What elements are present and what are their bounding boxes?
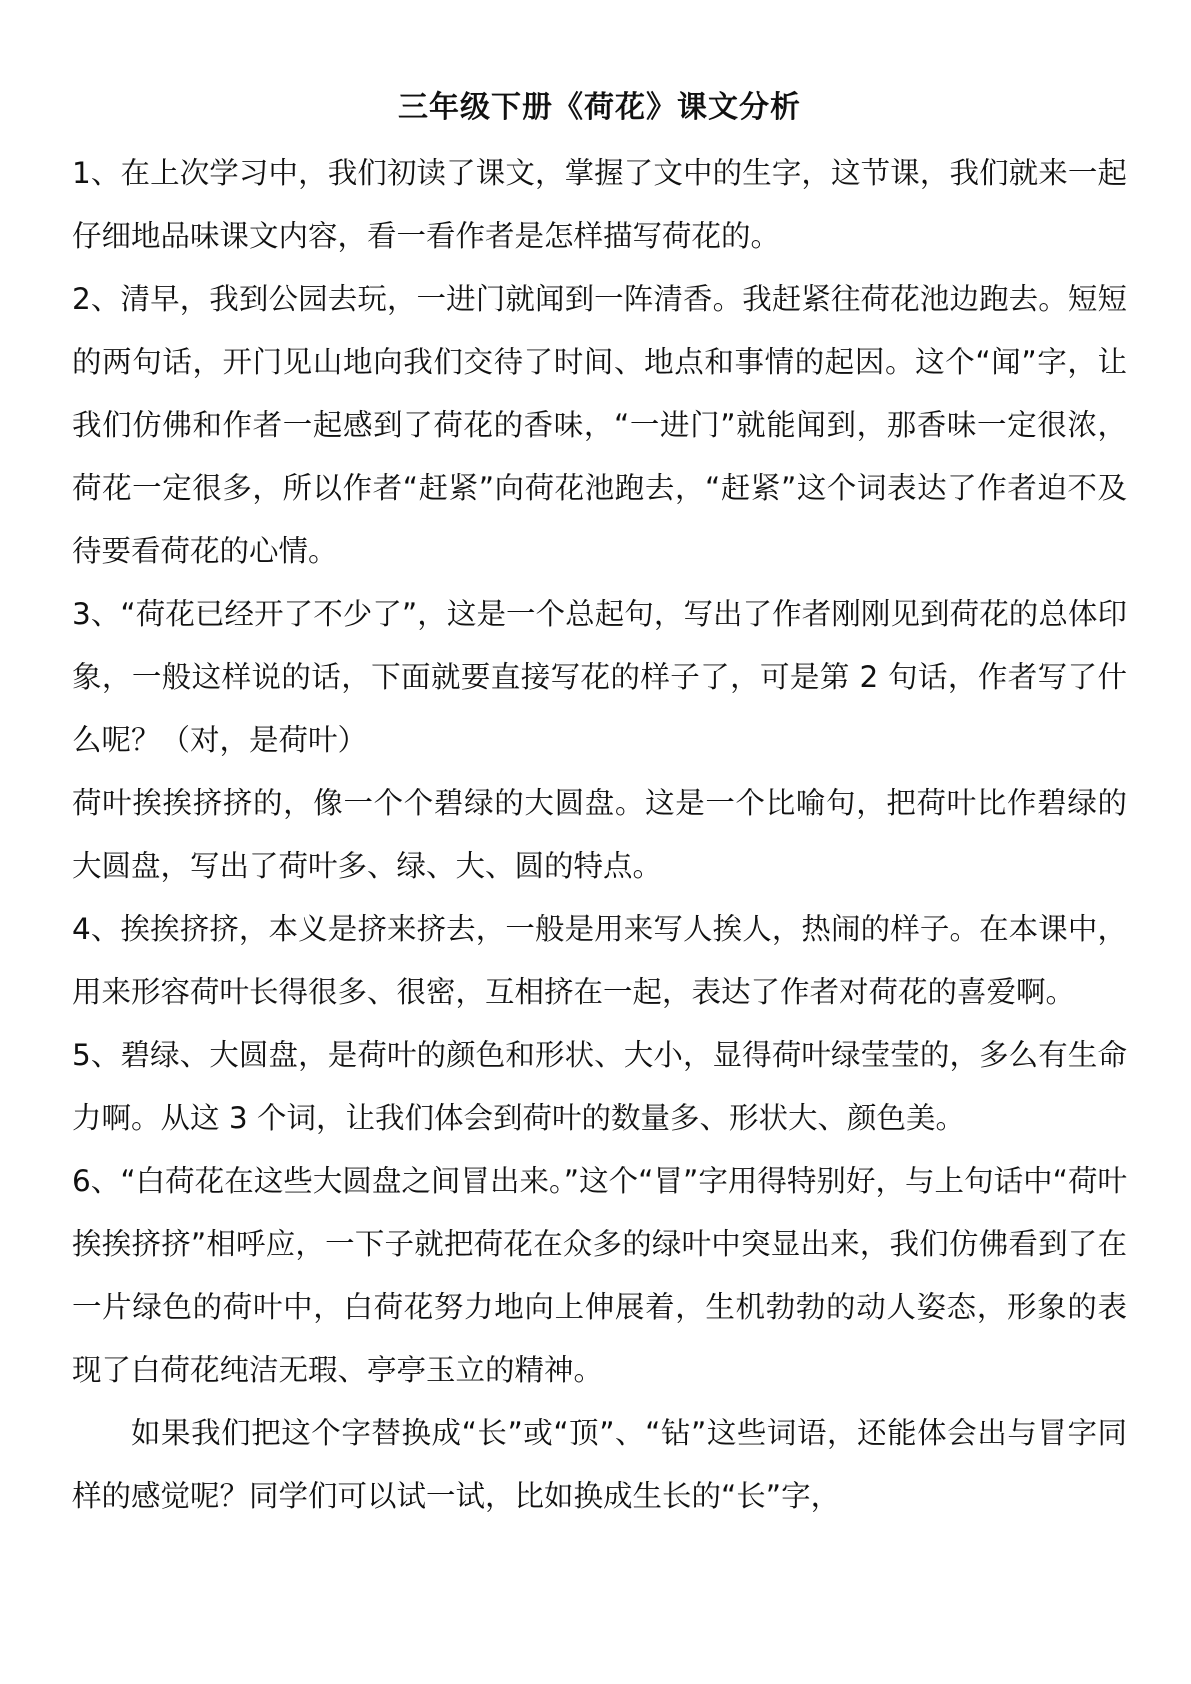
paragraph-4: 荷叶挨挨挤挤的，像一个个碧绿的大圆盘。这是一个比喻句，把荷叶比作碧绿的大圆盘，写出了荷叶多、绿、大、圆的特点。 [72,786,1127,883]
paragraph-6: 5、碧绿、大圆盘，是荷叶的颜色和形状、大小，显得荷叶绿莹莹的，多么有生命力啊。从这 3 个词，让我们体会到荷叶的数量多、形状大、颜色美。 [72,1038,1127,1135]
paragraph-1: 1、在上次学习中，我们初读了课文，掌握了文中的生字，这节课，我们就来一起仔细地品味课文内容，看一看作者是怎样描写荷花的。 [72,156,1127,253]
paragraph-8: 如果我们把这个字替换成“长”或“顶”、“钻”这些词语，还能体会出与冒字同样的感觉呢？同学们可以试一试，比如换成生长的“长”字， [72,1416,1127,1513]
document-body [72,142,1127,1528]
document-title: 三年级下册《荷花》课文分析 [398,90,801,125]
paragraph-7: 6、“白荷花在这些大圆盘之间冒出来。”这个“冒”字用得特别好，与上句话中“荷叶挨挨挤挤”相呼应，一下子就把荷花在众多的绿叶中突显出来，我们仿佛看到了在一片绿色的荷叶中，白荷花努力地向上伸展着，生机勃勃的动人姿态，形象的表现了白荷花纯洁无瑕、亭亭玉立的精神。 [72,1164,1127,1387]
paragraph-2: 2、清早，我到公园去玩，一进门就闻到一阵清香。我赶紧往荷花池边跑去。短短的两句话，开门见山地向我们交待了时间、地点和事情的起因。这个“闻”字，让我们仿佛和作者一起感到了荷花的香味，“一进门”就能闻到，那香味一定很浓，荷花一定很多，所以作者“赶紧”向荷花池跑去，“赶紧”这个词表达了作者迫不及待要看荷花的心情。 [72,282,1127,568]
paragraph-5: 4、挨挨挤挤，本义是挤来挤去，一般是用来写人挨人，热闹的样子。在本课中，用来形容荷叶长得很多、很密，互相挤在一起，表达了作者对荷花的喜爱啊。 [72,912,1127,1009]
paragraph-3: 3、“荷花已经开了不少了”，这是一个总起句，写出了作者刚刚见到荷花的总体印象，一般这样说的话，下面就要直接写花的样子了，可是第 2 句话，作者写了什么呢？（对，是荷叶） [72,597,1127,757]
